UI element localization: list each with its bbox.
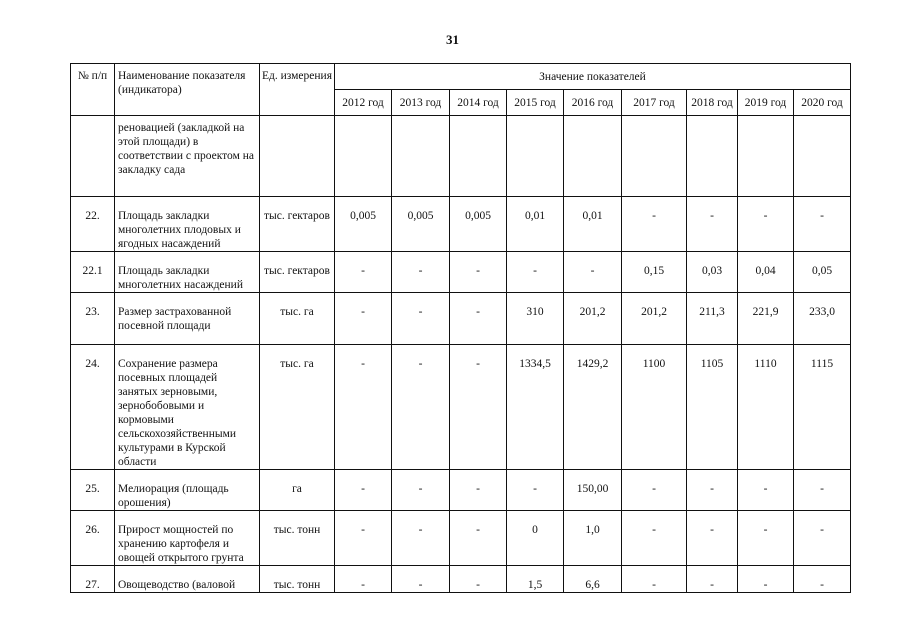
row-value: 1110 xyxy=(738,345,794,470)
row-value xyxy=(450,116,507,197)
header-number: № п/п xyxy=(71,64,115,116)
row-value: 150,00 xyxy=(564,470,622,511)
row-value: - xyxy=(687,511,738,566)
table-row xyxy=(71,116,851,197)
row-number: 25. xyxy=(71,470,115,511)
row-value: - xyxy=(392,470,450,511)
header-year: 2017 год xyxy=(622,90,687,116)
row-value: 310 xyxy=(507,293,564,345)
row-value: - xyxy=(738,566,794,593)
row-unit: тыс. га xyxy=(260,345,335,470)
row-value: - xyxy=(738,470,794,511)
row-value: - xyxy=(335,252,392,293)
row-value: - xyxy=(450,566,507,593)
row-value: 1429,2 xyxy=(564,345,622,470)
header-year: 2020 год xyxy=(794,90,851,116)
row-number: 22.1 xyxy=(71,252,115,293)
row-value: - xyxy=(335,566,392,593)
row-value: - xyxy=(335,293,392,345)
row-value: - xyxy=(687,470,738,511)
row-name: Мелиорация (площадь орошения) xyxy=(115,470,260,511)
row-value: - xyxy=(507,252,564,293)
row-value: - xyxy=(392,345,450,470)
indicators-table xyxy=(70,63,851,593)
row-value: - xyxy=(794,197,851,252)
table-row xyxy=(71,345,851,470)
header-year: 2018 год xyxy=(687,90,738,116)
header-unit: Ед. измерения xyxy=(260,64,335,116)
row-value: 0,05 xyxy=(794,252,851,293)
row-value: 1105 xyxy=(687,345,738,470)
row-value: 211,3 xyxy=(687,293,738,345)
row-name: Площадь закладки многолетних плодовых и ягодных насаждений xyxy=(115,197,260,252)
row-number: 22. xyxy=(71,197,115,252)
row-value: - xyxy=(687,566,738,593)
row-number: 27. xyxy=(71,566,115,593)
row-value: - xyxy=(392,252,450,293)
row-value: 201,2 xyxy=(564,293,622,345)
table-row xyxy=(71,197,851,252)
header-name: Наименование показателя (индикатора) xyxy=(115,64,260,116)
row-name: Овощеводство (валовой xyxy=(115,566,260,593)
row-value: - xyxy=(622,197,687,252)
row-value: 1334,5 xyxy=(507,345,564,470)
row-value: 0,03 xyxy=(687,252,738,293)
row-value: 1100 xyxy=(622,345,687,470)
row-number: 26. xyxy=(71,511,115,566)
row-value: 233,0 xyxy=(794,293,851,345)
page-number: 31 xyxy=(446,32,459,47)
row-value: - xyxy=(392,566,450,593)
row-value xyxy=(564,116,622,197)
row-unit: тыс. гектаров xyxy=(260,252,335,293)
row-value: 1,0 xyxy=(564,511,622,566)
header-values-group: Значение показателей xyxy=(335,64,851,90)
row-value: 0,005 xyxy=(335,197,392,252)
row-value: 1115 xyxy=(794,345,851,470)
row-value: - xyxy=(392,293,450,345)
header-year: 2016 год xyxy=(564,90,622,116)
row-value xyxy=(794,116,851,197)
row-value: 0,01 xyxy=(507,197,564,252)
row-value: - xyxy=(794,470,851,511)
row-value: 0,005 xyxy=(450,197,507,252)
table-row xyxy=(71,252,851,293)
row-unit: тыс. га xyxy=(260,293,335,345)
row-value: 221,9 xyxy=(738,293,794,345)
row-unit: тыс. тонн xyxy=(260,566,335,593)
row-value: - xyxy=(450,470,507,511)
table-row xyxy=(71,470,851,511)
row-value: 6,6 xyxy=(564,566,622,593)
table-row xyxy=(71,566,851,593)
row-number xyxy=(71,116,115,197)
row-value: 1,5 xyxy=(507,566,564,593)
row-value: - xyxy=(335,511,392,566)
row-value xyxy=(622,116,687,197)
row-value xyxy=(335,116,392,197)
row-value: - xyxy=(392,511,450,566)
row-name: Площадь закладки многолетних насаждений xyxy=(115,252,260,293)
row-value: - xyxy=(450,511,507,566)
row-value: - xyxy=(622,511,687,566)
row-value: - xyxy=(335,470,392,511)
row-name: Прирост мощностей по хранению картофеля и овощей открытого грунта xyxy=(115,511,260,566)
row-number: 23. xyxy=(71,293,115,345)
row-value: - xyxy=(794,511,851,566)
row-unit: га xyxy=(260,470,335,511)
row-value xyxy=(392,116,450,197)
row-value xyxy=(687,116,738,197)
row-value: - xyxy=(450,345,507,470)
row-value xyxy=(507,116,564,197)
row-unit: тыс. тонн xyxy=(260,511,335,566)
row-value: - xyxy=(450,252,507,293)
row-value: 0 xyxy=(507,511,564,566)
row-value: 0,04 xyxy=(738,252,794,293)
row-number: 24. xyxy=(71,345,115,470)
row-unit: тыс. гектаров xyxy=(260,197,335,252)
row-name: Сохранение размера посевных площадей занятых зерновыми, зернобобовыми и кормовыми сельскохозяйственными культурами в Курской области xyxy=(115,345,260,470)
row-value: - xyxy=(738,511,794,566)
row-value: - xyxy=(687,197,738,252)
header-year: 2015 год xyxy=(507,90,564,116)
row-value: - xyxy=(794,566,851,593)
row-value: - xyxy=(622,566,687,593)
row-name: Размер застрахованной посевной площади xyxy=(115,293,260,345)
row-value: 0,15 xyxy=(622,252,687,293)
row-name: реновацией (закладкой на этой площади) в соответствии с проектом на закладку сада xyxy=(115,116,260,197)
header-year: 2014 год xyxy=(450,90,507,116)
row-value: - xyxy=(507,470,564,511)
row-value: - xyxy=(335,345,392,470)
row-value: 201,2 xyxy=(622,293,687,345)
table-row xyxy=(71,293,851,345)
row-value: 0,01 xyxy=(564,197,622,252)
row-value xyxy=(738,116,794,197)
header-year: 2012 год xyxy=(335,90,392,116)
row-value: - xyxy=(622,470,687,511)
row-value: - xyxy=(738,197,794,252)
row-value: - xyxy=(450,293,507,345)
row-value: - xyxy=(564,252,622,293)
header-year: 2019 год xyxy=(738,90,794,116)
table-row xyxy=(71,511,851,566)
row-unit xyxy=(260,116,335,197)
row-value: 0,005 xyxy=(392,197,450,252)
header-year: 2013 год xyxy=(392,90,450,116)
